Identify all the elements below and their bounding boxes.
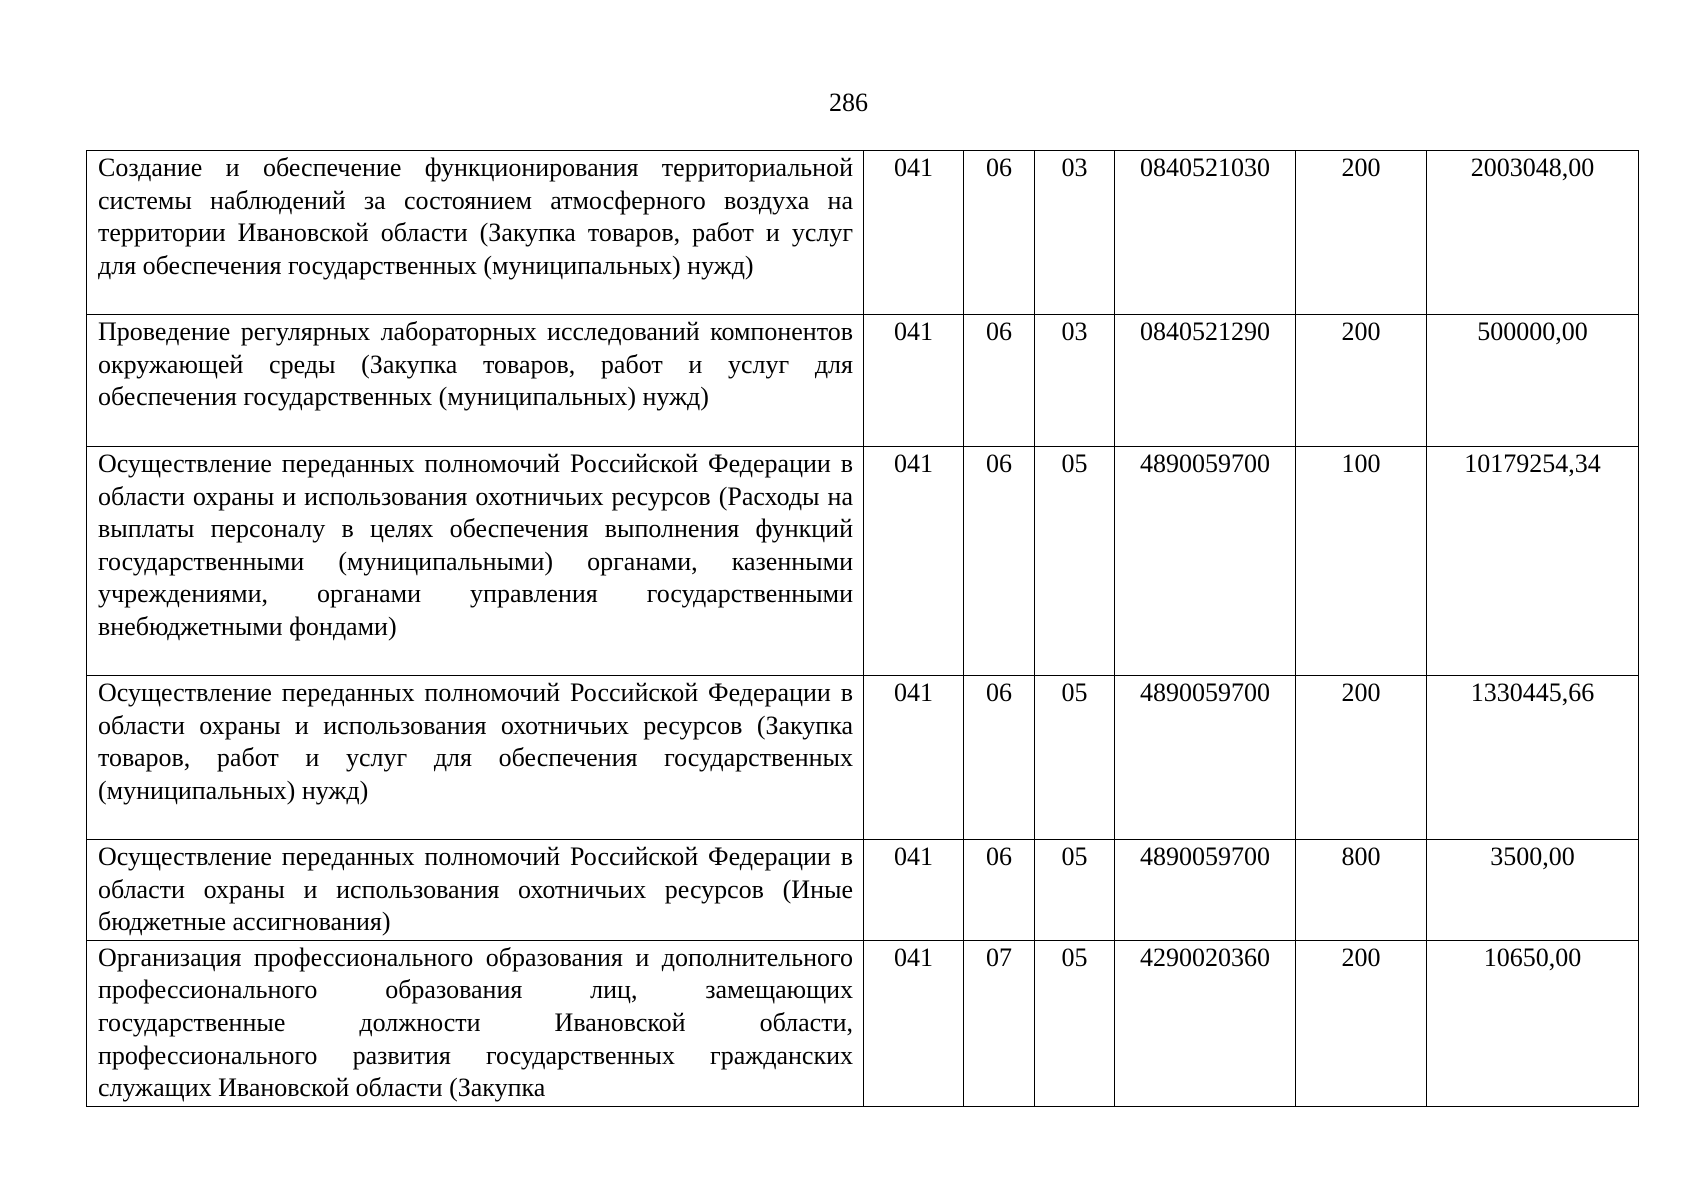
row-description: Создание и обеспечение функционирования территориальной системы наблюдений за состоянием атмосферного воздуха на территории Ивановской области (Закупка товаров, работ и услуг для обеспечения государственных (муниципальных) нужд) — [87, 151, 864, 315]
expense-type-code: 200 — [1296, 940, 1427, 1106]
amount-value: 3500,00 — [1427, 840, 1639, 941]
ministry-code: 041 — [864, 940, 964, 1106]
target-article-code: 4890059700 — [1115, 676, 1296, 840]
section-code: 06 — [964, 840, 1035, 941]
row-description: Осуществление переданных полномочий Российской Федерации в области охраны и использования охотничьих ресурсов (Иные бюджетные ассигнования) — [87, 840, 864, 941]
ministry-code: 041 — [864, 151, 964, 315]
ministry-code: 041 — [864, 676, 964, 840]
ministry-code: 041 — [864, 840, 964, 941]
amount-value: 10650,00 — [1427, 940, 1639, 1106]
target-article-code: 4890059700 — [1115, 840, 1296, 941]
section-code: 06 — [964, 447, 1035, 676]
target-article-code: 0840521290 — [1115, 315, 1296, 447]
section-code: 07 — [964, 940, 1035, 1106]
target-article-code: 4290020360 — [1115, 940, 1296, 1106]
section-code: 06 — [964, 151, 1035, 315]
expense-type-code: 200 — [1296, 315, 1427, 447]
subsection-code: 05 — [1035, 676, 1115, 840]
table-row — [87, 676, 1639, 840]
subsection-code: 05 — [1035, 447, 1115, 676]
amount-value: 10179254,34 — [1427, 447, 1639, 676]
expense-type-code: 800 — [1296, 840, 1427, 941]
ministry-code: 041 — [864, 315, 964, 447]
row-description: Проведение регулярных лабораторных исследований компонентов окружающей среды (Закупка товаров, работ и услуг для обеспечения государственных (муниципальных) нужд) — [87, 315, 864, 447]
table-row — [87, 315, 1639, 447]
row-description: Организация профессионального образования и дополнительного профессионального образования лиц, замещающих государственные должности Ивановской области, профессионального развития государственных гражданских служащих Ивановской области (Закупка — [87, 940, 864, 1106]
table-row — [87, 840, 1639, 941]
amount-value: 1330445,66 — [1427, 676, 1639, 840]
subsection-code: 03 — [1035, 315, 1115, 447]
table-row — [87, 151, 1639, 315]
section-code: 06 — [964, 676, 1035, 840]
subsection-code: 03 — [1035, 151, 1115, 315]
row-description: Осуществление переданных полномочий Российской Федерации в области охраны и использования охотничьих ресурсов (Закупка товаров, работ и услуг для обеспечения государственных (муниципальных) нужд) — [87, 676, 864, 840]
expense-type-code: 100 — [1296, 447, 1427, 676]
page-number: 286 — [829, 88, 868, 117]
row-description: Осуществление переданных полномочий Российской Федерации в области охраны и использования охотничьих ресурсов (Расходы на выплаты персоналу в целях обеспечения выполнения функций государственными (муниципальными) органами, казенными учреждениями, органами управления государственными внебюджетными фондами) — [87, 447, 864, 676]
expense-type-code: 200 — [1296, 151, 1427, 315]
ministry-code: 041 — [864, 447, 964, 676]
amount-value: 500000,00 — [1427, 315, 1639, 447]
expense-type-code: 200 — [1296, 676, 1427, 840]
section-code: 06 — [964, 315, 1035, 447]
target-article-code: 0840521030 — [1115, 151, 1296, 315]
subsection-code: 05 — [1035, 940, 1115, 1106]
amount-value: 2003048,00 — [1427, 151, 1639, 315]
table-row — [87, 447, 1639, 676]
budget-table — [86, 150, 1639, 1107]
subsection-code: 05 — [1035, 840, 1115, 941]
table-row — [87, 940, 1639, 1106]
target-article-code: 4890059700 — [1115, 447, 1296, 676]
